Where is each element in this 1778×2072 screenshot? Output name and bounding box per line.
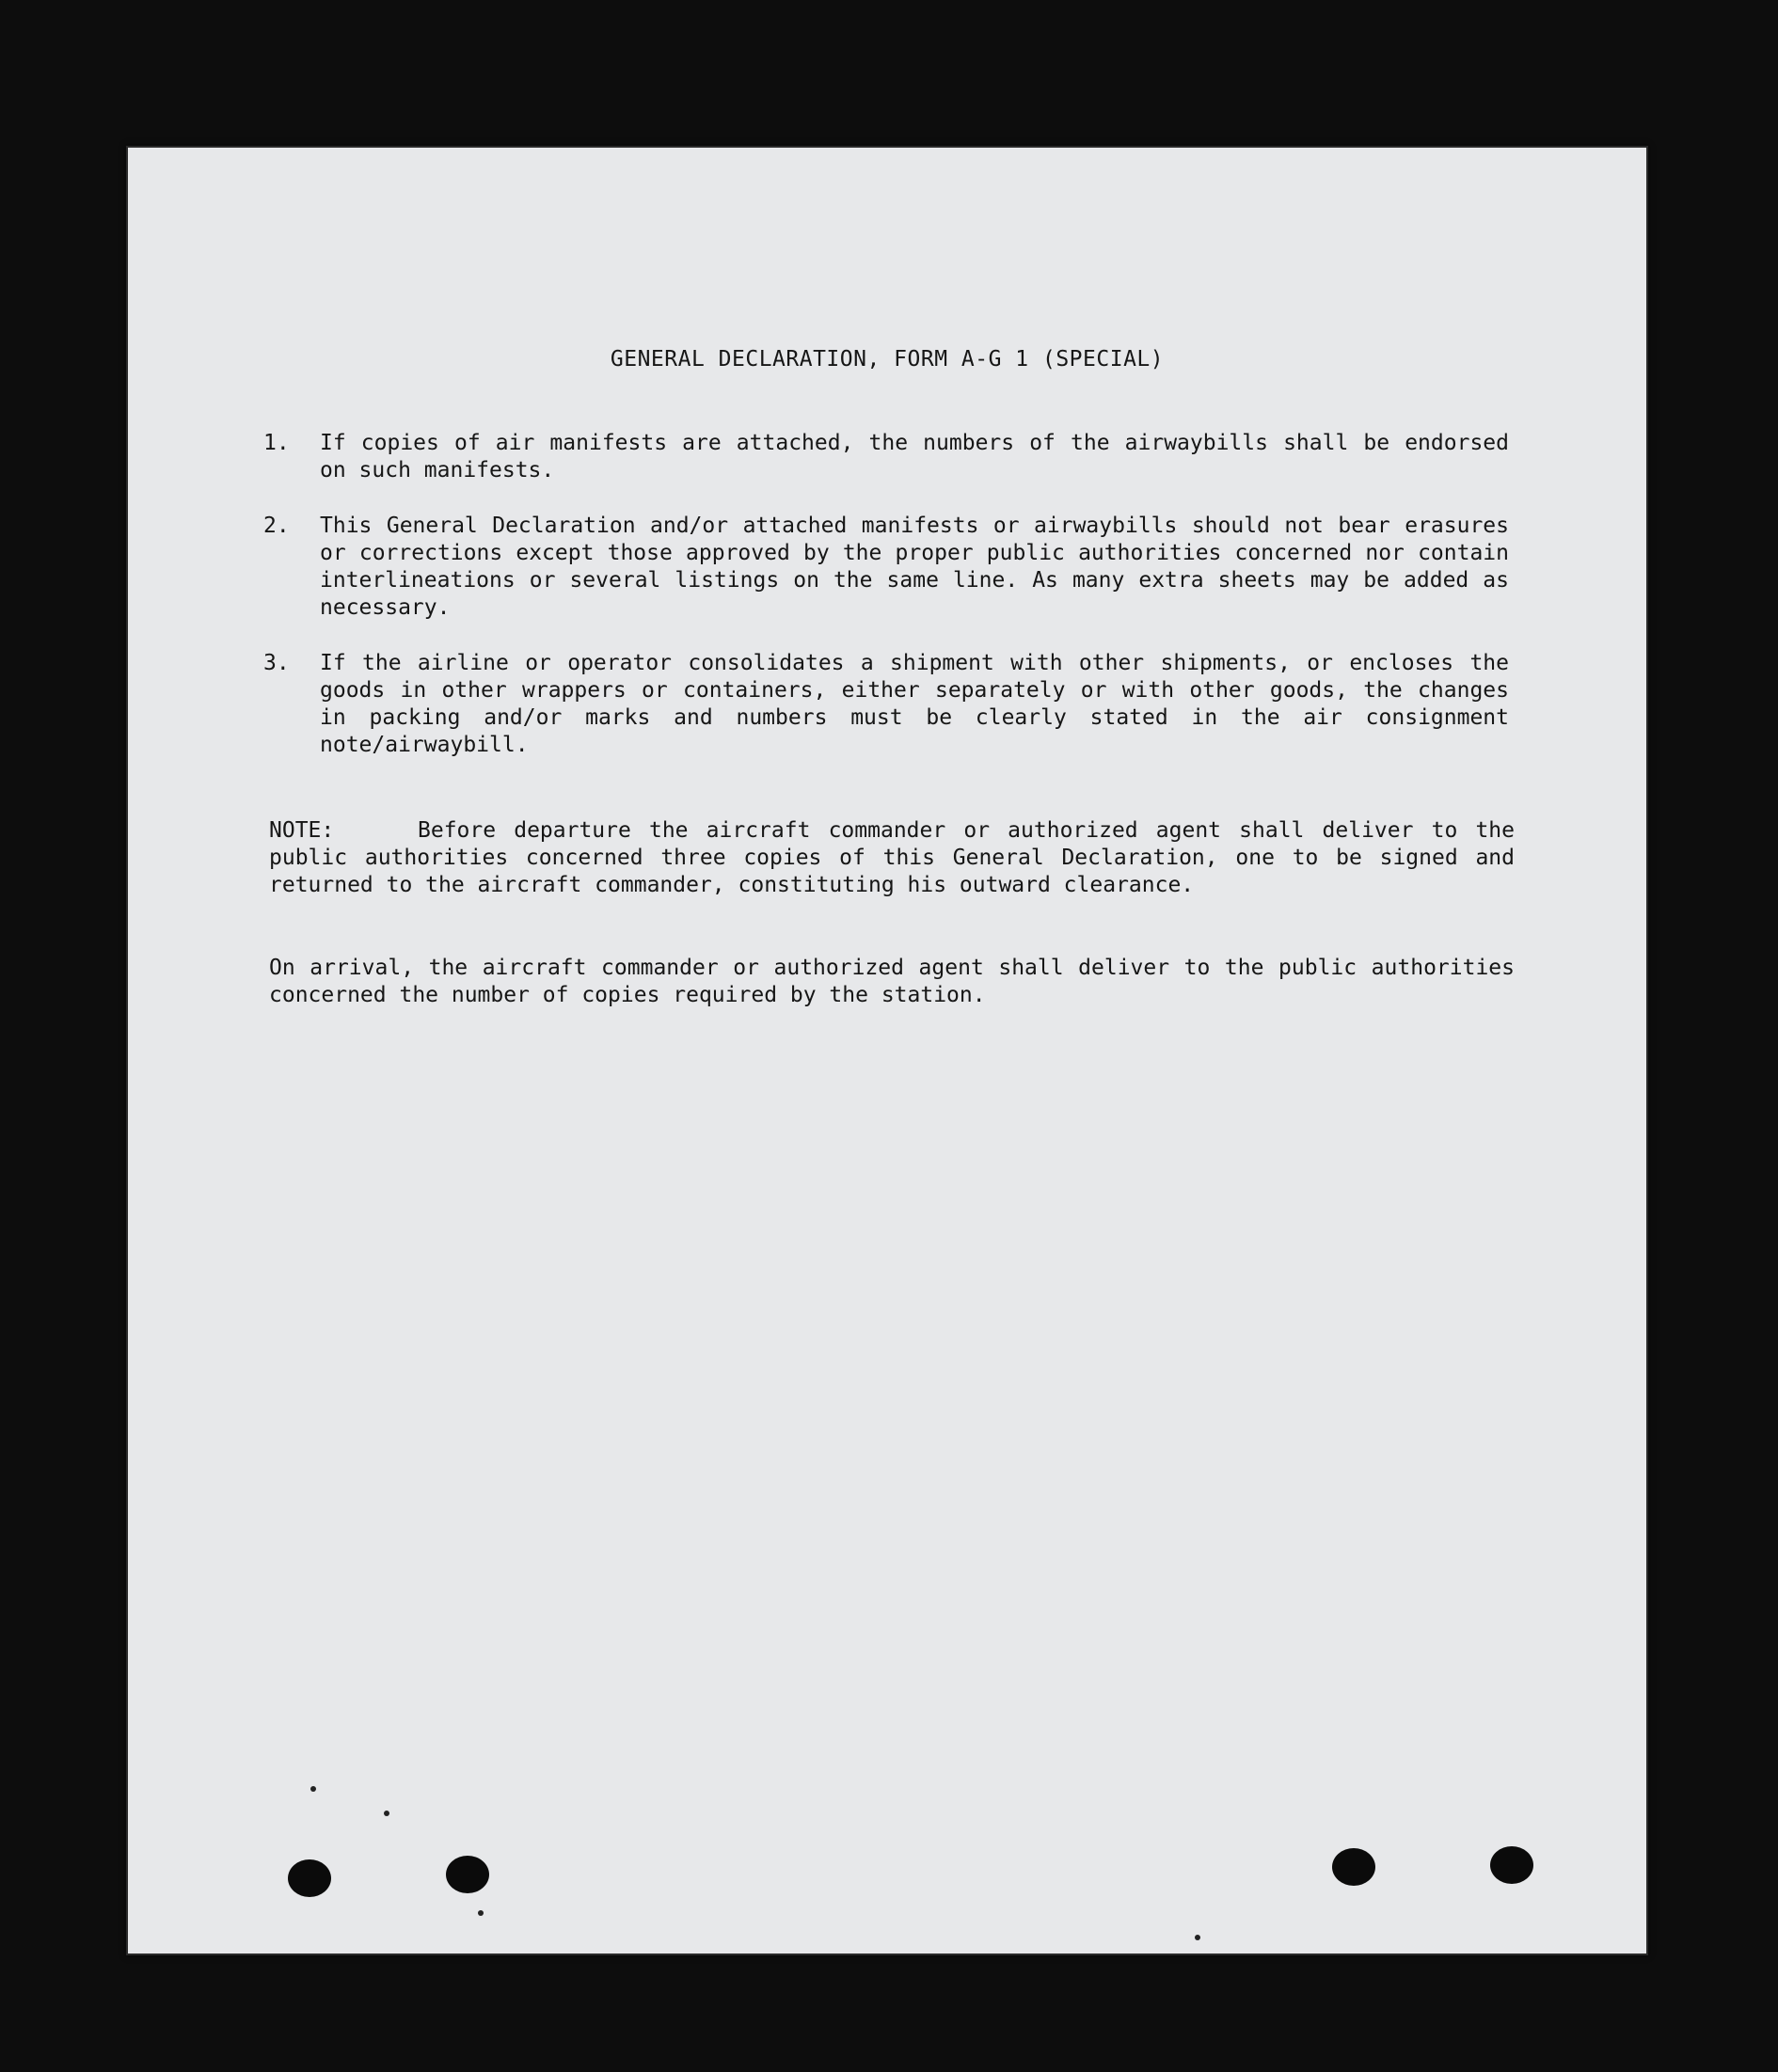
- ink-speck: [1195, 1935, 1200, 1940]
- item-text: This General Declaration and/or attached manifests or airwaybills should not bear erasures or corrections except those approved by the proper public authorities concerned nor contain interlineations or several listings on the same line. As many extra sheets may be added as necessary.: [320, 514, 1509, 620]
- punch-hole: [1332, 1848, 1375, 1886]
- punch-hole: [446, 1856, 489, 1893]
- note-label: NOTE:: [269, 818, 335, 843]
- item-text: If the airline or operator consolidates a shipment with other shipments, or encloses the goods in other wrappers or containers, either separately or with other goods, the changes in packing and/or marks and numbers must be clearly stated in the air consignment note/airwaybill.: [320, 651, 1509, 757]
- punch-hole: [288, 1859, 331, 1897]
- arrival-paragraph: On arrival, the aircraft commander or authorized agent shall deliver to the public authorities concerned the number of copies required by the station.: [269, 956, 1515, 1007]
- list-item: [263, 430, 1509, 484]
- note-paragraph: [269, 817, 1515, 899]
- punch-hole: [1490, 1846, 1533, 1884]
- note-text: Before departure the aircraft commander or authorized agent shall deliver to the public authorities concerned three copies of this General Declaration, one to be signed and returned to the aircraft commander, constituting his outward clearance.: [269, 818, 1515, 897]
- item-text: If copies of air manifests are attached, the numbers of the airwaybills shall be endorsed on such manifests.: [320, 431, 1509, 482]
- item-number: 3.: [263, 651, 290, 675]
- item-number: 2.: [263, 514, 290, 538]
- item-number: 1.: [263, 431, 290, 455]
- document-title: GENERAL DECLARATION, FORM A-G 1 (SPECIAL): [610, 347, 1165, 372]
- list-item: [263, 513, 1509, 622]
- document-page: [126, 146, 1648, 1955]
- ink-speck: [478, 1910, 484, 1916]
- list-item: [263, 650, 1509, 759]
- ink-speck: [384, 1811, 389, 1816]
- ink-speck: [310, 1786, 316, 1792]
